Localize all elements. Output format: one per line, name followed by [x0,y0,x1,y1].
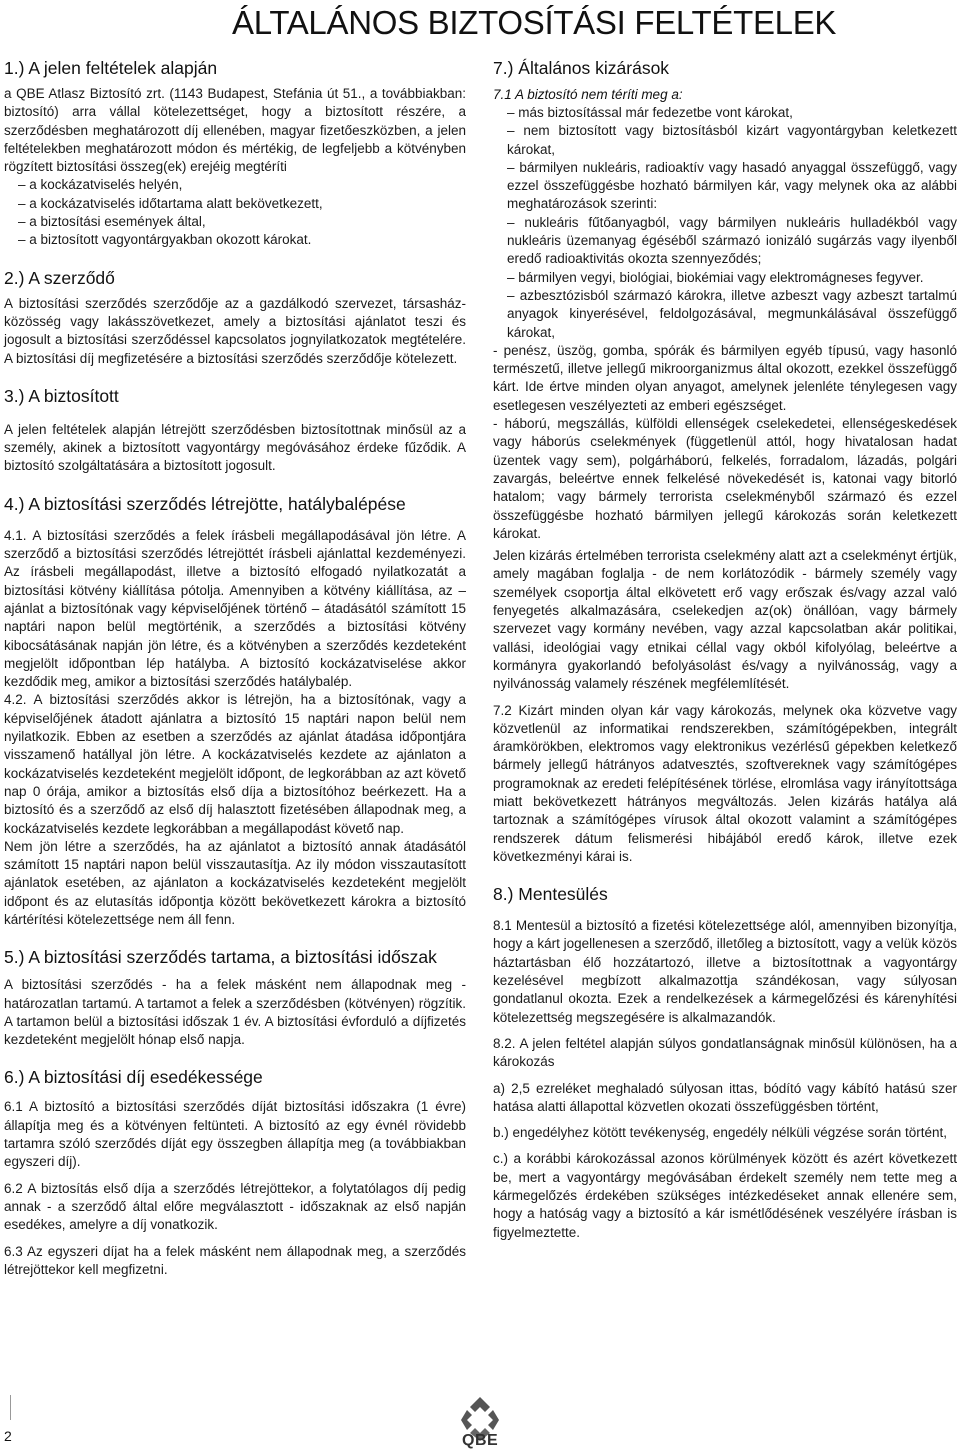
left-column [4,58,466,1287]
section-4-3-paragraph: Nem jön létre a szerződés, ha az ajánlatot a biztosító annak átadásától számított 15 naptári napon belül visszautasítja. Az ily módon visszautasított ajánlatok esetében, az ajánlaton a kockázatviselés kezdeteként megjelölt időpont és az elutasítás időpontja között bekövetkezett károkra a biztosító kártérítési kötelezettsége nem áll fenn. [4,838,466,927]
section-3-paragraph: A jelen feltételek alapján létrejött szerződésben biztosítottnak minősül az a személy, akinek a biztosított vagyontárgy megóvásához érdeke fűződik. A biztosító szolgáltatására a biztosított jogosult. [4,421,466,474]
list-item: – a biztosítási események által, [18,214,206,230]
section-1-list [4,176,466,249]
section-8-2-b-paragraph: b.) engedélyhez kötött tevékenység, engedély nélküli végzése során történt, [493,1125,948,1141]
section-5-paragraph: A biztosítási szerződés - ha a felek másként nem állapodnak meg - határozatlan tartamú. A tartamot a felek a szerződésben (kötvényen) rögzítik. A tartamon belül a biztosítási időszak 1 év. A biztosítási évforduló a díjfizetés kezdeteként megjelölt hónap első napja. [4,977,466,1048]
section-7-1-subheading: 7.1 A biztosító nem téríti meg a: [493,87,683,102]
list-item: – más biztosítással már fedezetbe vont károkat, [507,105,793,120]
list-item: – a biztosított vagyontárgyakban okozott károkat. [18,232,312,248]
section-2-heading: 2.) A szerződő [4,267,115,288]
page-title: ÁLTALÁNOS BIZTOSÍTÁSI FELTÉTELEK [232,4,837,41]
list-item: – nukleáris fűtőanyagból, vagy bármilyen nukleáris hulladékból vagy nukleáris üzemanyag égéséből származó ionizáló sugárzás vagy ilyenből eredő radioaktivitás okozta szennyeződés; [507,214,957,267]
section-7-heading: 7.) Általános kizárások [493,58,670,78]
list-item: - háború, megszállás, külföldi ellenségek cselekedetei, ellenségeskedések vagy háborús cselekmények (függetlenül attól, hogy hivatalosan hadat üzentek vagy sem), polgárháború, felkelés, forradalom, lázadás, polgári zavargás, beleértve ennek felkelésé növekedését is, katonai vagy bitorló hatalom; vagy bármely terrorista cselekményből származó és ezzel összefüggésbe hozható bármilyen jellegű károkozás során keletkezett károkat. [493,416,957,541]
section-4-1-paragraph: 4.1. A biztosítási szerződés a felek írásbeli megállapodásával jön létre. A szerződő a biztosítási szerződés létrejöttét írásbeli ajánlattal kezdeményezi. Az írásbeli megállapodást, illetve a biztosító elfogadó nyilatkozatát a biztosítási kötvény kiállítása pótolja. Amennyiben a kötvény kiállítása, az – ajánlat a biztosítónak vagy képviselőjének történő – átadásától számított 15 naptári napon belül megtörténik, a szerződés a biztosítási kötvény kibocsátásának napján jön létre, és a kötvényben a szerződés kezdeteként megjelölt időpontban lép hatályba. A biztosító kockázatviselése akkor kezdődik meg, amikor a biztosítási szerződés hatálybalép. [4,527,466,690]
section-8-heading: 8.) Mentesülés [493,884,608,905]
section-4-2-paragraph: 4.2. A biztosítási szerződés akkor is létrejön, ha a biztosítónak, vagy a képviselőjének átadott ajánlatra a biztosító 15 naptári napon belül nem nyilatkozik. Ebben az esetben a szerződés az ajánlat átadása időpontjára visszamenő hatállyal jön létre. A kockázatviselés kezdete az ajánlaton a kockázatviselés kezdeteként megjelölt időpont, de legkorábban az azt követő nap 0 órája, amikor a biztosítás első díja a biztosítóhoz beérkezett. Ha a biztosító és a szerződő az első díj halasztott fizetésében állapodnak meg, a kockázatviselés kezdete legkorábban a megállapodást követő nap. [4,692,466,836]
section-7-2-paragraph: 7.2 Kizárt minden olyan kár vagy károkozás, melynek oka közvetve vagy közvetlenül az informatikai rendszerekben, számítógépekben, integrált áramkörökben, elektromos vagy elektronikus vezérlésű gépekben keletkező bármely jellegű hátrányos adatvesztés, szoftvereknek vagy számítógépes programoknak az eredeti felépítésének törlése, elromlása vagy irányítottsága miatt bekövetkezett hátrányos megváltozás. Jelen kizárás hatálya alá tartoznak a számítógépes vírusok által okozott valamint a számítógépes rendszerek dátum felismerési hibájából eredő károk, illetve ezek következményi kárai is. [493,702,957,864]
list-item: – bármilyen vegyi, biológiai, biokémiai vagy elektromágneses fegyver. [507,269,924,285]
list-item: – a kockázatviselés időtartama alatt bekövetkezett, [18,195,323,211]
list-item: - penész, üszög, gomba, spórák és bármilyen egyéb típusú, vagy hasonló természetű, illetve jellegű mikroorganizmus által okozott, ezekkel összefüggő kárt. Ide értve minden olyan anyagot, amelynek jelenléte ténylegesen vagy esetlegesen veszélyezteti az emberi egészséget. [493,342,957,413]
section-6-2-paragraph: 6.2 A biztosítás első díja a szerződés létrejöttekor, a folytatólagos díj pedig annak - a szerződő által előre megválasztott - időszaknak az első napján esedékes, amelyre a díj vonatkozik. [4,1180,466,1233]
section-8-1-paragraph: 8.1 Mentesül a biztosító a fizetési kötelezettsége alól, amennyiben bizonyítja, hogy a kárt jogellenesen a szerződő, illetőleg a biztosított, vagy a velük közös háztartásban élő hozzátartozó, illetve a biztosítottnak a vagyontárgy kezelésével megbízott alkalmazottja szándékosan, vagy súlyosan gondatlanul okozta. Ezek a rendelkezések a kármegelőzési és kárenyhítési kötelezettség megszegésére is alkalmazandók. [493,918,957,1025]
section-2-paragraph: A biztosítási szerződés szerződője az a gazdálkodó szervezet, társasház-közösség vagy lakásszövetkezet, amely a biztosítási ajánlatot teszi és jogosult a biztosítási szerződéssel kapcsolatos jognyilatkozatok megtételére. A biztosítási díj megfizetésére a biztosítási szerződés szerződője kötelezett. [4,295,466,366]
terror-definition-paragraph: Jelen kizárás értelmében terrorista cselekmény alatt azt a cselekményt értjük, amely magában foglalja - de nem korlátozódik - bármely személy vagy személyek csoportja által elkövetett erő vagy erőszak és/vagy azzal való fenyegetés alkalmazására, cselekedjen az(ok) önállóan, vagy bármely szervezet vagy kormány nevében, vagy azzal kapcsolatban akár politikai, vallási, ideológiai vagy etnikai céllal vagy okból kifolyólag, beleértve a kormányra gyakorlandó befolyásolást és/vagy a nyilvánosság, vagy a nyilvánosság valamely részének megfélemlítését. [493,548,957,692]
section-5-heading: 5.) A biztosítási szerződés tartama, a biztosítási időszak [4,947,437,968]
section-4-heading: 4.) A biztosítási szerződés létrejötte, hatálybalépése [4,493,406,514]
page-number: 2 [4,1428,12,1444]
section-1-paragraph: a QBE Atlasz Biztosító zrt. (1143 Budapest, Stefánia út 51., a továbbiakban: biztosító) arra vállal kötelezettséget, hogy a biztosított részére, a szerződésben meghatározott díj ellenében, magyar fizetőeszközben, a jelen feltételekben meghatározott módon és mértékig, de legfeljebb a kötvényben rögzített biztosítási összeg(ek) erejéig megtéríti [4,86,466,175]
list-item: – a kockázatviselés helyén, [18,177,183,193]
list-item: – bármilyen nukleáris, radioaktív vagy hasadó anyaggal összefüggő, vagy ezzel összefüggésbe hozható bármilyen kár, vagy melynek oka az alábbi meghatározások szerinti: [507,159,957,212]
section-6-3-paragraph: 6.3 Az egyszeri díjat ha a felek másként nem állapodnak meg, a szerződés létrejöttekor kell megfizetni. [4,1243,466,1277]
list-item: – azbesztózisból származó károkra, illetve azbeszt vagy azbeszt tartalmú anyagok kinyerésével, feldolgozásával, megmunkálásával összefüggő károkat, [507,287,957,340]
section-8-2-c-paragraph: c.) a korábbi károkozással azonos körülmények között és azért következett be, mert a vagyontárgy megóvásában érdekelt személy nem tette meg a kármegelőzés érdekében szükséges intézkedéseket annak ellenére sem, hogy a hatóság vagy a biztosító a kár ismétlődésének veszélyére írásban is figyelmeztette. [493,1151,957,1240]
section-6-heading: 6.) A biztosítási díj esedékessége [4,1067,263,1088]
section-7-list [493,104,957,543]
section-3-heading: 3.) A biztosított [4,385,119,406]
qbe-logo-text: QBE [462,1432,499,1449]
list-item: – nem biztosított vagy biztosításból kizárt vagyontárgyban keletkezett károkat, [507,123,957,157]
margin-rule [10,1395,11,1420]
section-1-heading: 1.) A jelen feltételek alapján [4,58,218,78]
right-column [493,58,957,1250]
section-8-2-a-paragraph: a) 2,5 ezreléket meghaladó súlyosan ittas, bódító vagy kábító hatású szer hatása alatti állapottal közvetlen okozati összefüggésben történt, [493,1080,957,1114]
section-8-2-paragraph: 8.2. A jelen feltétel alapján súlyos gondatlanságnak minősül különösen, ha a károkozás [493,1035,957,1070]
section-6-1-paragraph: 6.1 A biztosító a biztosítási szerződés díját biztosítási időszakra (1 évre) állapítja meg és a kötvényen feltünteti. A biztosító az egy évnél rövidebb tartamra szóló szerződés díját egy összegben állapítja meg (a továbbiakban egyszeri díj). [4,1099,466,1170]
